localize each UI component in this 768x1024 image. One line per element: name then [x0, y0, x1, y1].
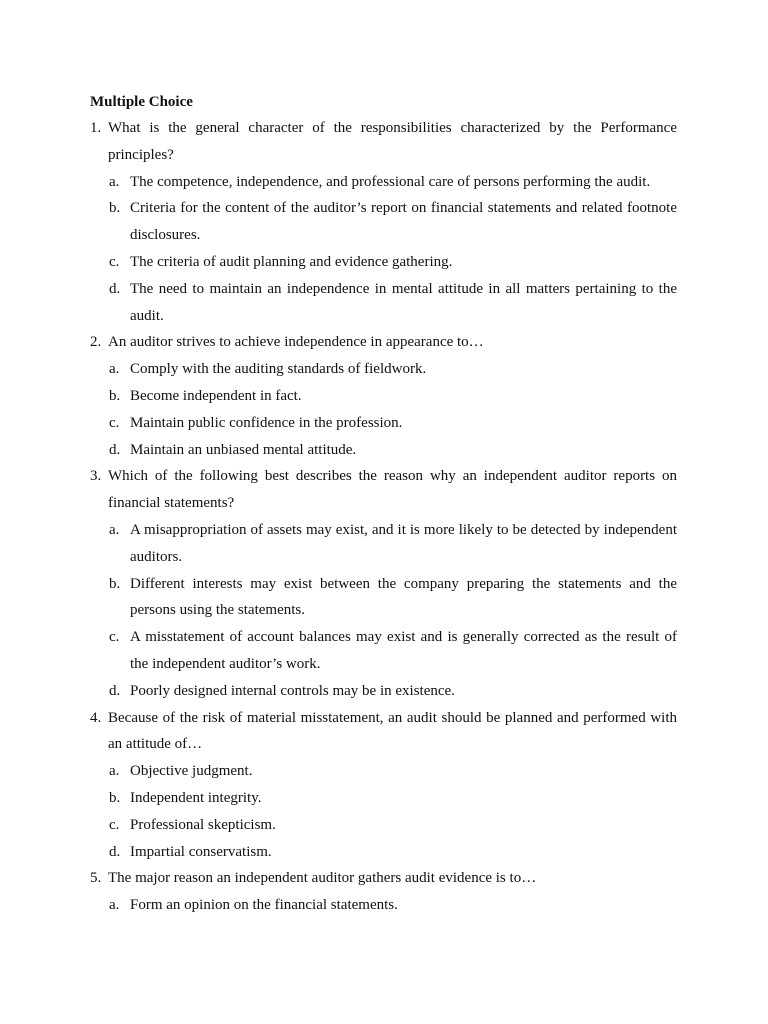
option-text: Comply with the auditing standards of fieldwork.: [130, 361, 427, 378]
option-text: Criteria for the content of the auditor’s report on financial statements and related footnote disclosures.: [130, 200, 677, 244]
question-text: Because of the risk of material misstatement, an audit should be planned and performed with an attitude of…: [108, 709, 677, 753]
question-3: [90, 463, 677, 517]
option-letter: c.: [109, 629, 120, 646]
option-text: Different interests may exist between the company preparing the statements and the persons using the statements.: [130, 575, 677, 619]
question-4-option-b: [90, 785, 677, 812]
question-2: [90, 329, 677, 356]
question-number: 3.: [90, 468, 102, 485]
question-1-option-d: [90, 276, 677, 330]
option-letter: a.: [109, 361, 120, 378]
section-heading: Multiple Choice: [90, 94, 193, 110]
question-2-option-a: [90, 356, 677, 383]
option-text: The criteria of audit planning and evidence gathering.: [130, 253, 453, 270]
option-text: Independent integrity.: [130, 789, 262, 806]
question-3-option-b: [90, 571, 677, 625]
option-letter: a.: [109, 521, 120, 538]
question-1-option-b: [90, 195, 677, 249]
option-text: Objective judgment.: [130, 763, 253, 780]
question-number: 4.: [90, 709, 102, 726]
option-letter: b.: [109, 387, 121, 404]
option-letter: d.: [109, 280, 121, 297]
option-letter: a.: [109, 763, 120, 780]
option-letter: c.: [109, 816, 120, 833]
option-letter: d.: [109, 682, 121, 699]
question-number: 2.: [90, 334, 102, 351]
option-text: Become independent in fact.: [130, 387, 302, 404]
option-letter: d.: [109, 843, 121, 860]
question-text: Which of the following best describes the reason why an independent auditor reports on financial statements?: [108, 468, 677, 512]
option-text: Poorly designed internal controls may be in existence.: [130, 682, 455, 699]
option-letter: b.: [109, 789, 121, 806]
option-text: Maintain an unbiased mental attitude.: [130, 441, 357, 458]
option-text: A misappropriation of assets may exist, and it is more likely to be detected by independent auditors.: [130, 521, 677, 565]
question-2-option-c: [90, 410, 677, 437]
document-page: [90, 91, 677, 919]
question-4: [90, 705, 677, 759]
option-letter: b.: [109, 575, 121, 592]
question-4-option-d: [90, 839, 677, 866]
question-text: What is the general character of the responsibilities characterized by the Performance principles?: [108, 120, 677, 163]
option-text: Professional skepticism.: [130, 816, 276, 833]
question-4-option-c: [90, 812, 677, 839]
option-letter: b.: [109, 200, 121, 217]
question-5-option-a: [90, 892, 677, 919]
question-3-option-c: [90, 624, 677, 678]
option-letter: c.: [109, 414, 120, 431]
question-3-option-d: [90, 678, 677, 705]
question-text: An auditor strives to achieve independence in appearance to…: [108, 334, 484, 351]
option-text: The competence, independence, and professional care of persons performing the audit.: [130, 173, 651, 190]
option-text: A misstatement of account balances may exist and is generally corrected as the result of the independent auditor’s work.: [130, 629, 677, 672]
question-4-option-a: [90, 758, 677, 785]
question-3-option-a: [90, 517, 677, 571]
question-5: [90, 865, 677, 892]
option-letter: a.: [109, 173, 120, 190]
option-letter: d.: [109, 441, 121, 458]
option-letter: a.: [109, 897, 120, 914]
question-text: The major reason an independent auditor gathers audit evidence is to…: [108, 870, 537, 887]
question-1-option-a: [90, 169, 677, 196]
question-number: 1.: [90, 120, 102, 136]
question-number: 5.: [90, 870, 102, 887]
question-2-option-b: [90, 383, 677, 410]
option-letter: c.: [109, 253, 120, 270]
question-2-option-d: [90, 437, 677, 464]
option-text: Form an opinion on the financial statements.: [130, 897, 398, 914]
option-text: Impartial conservatism.: [130, 843, 272, 860]
option-text: The need to maintain an independence in mental attitude in all matters pertaining to the audit.: [130, 280, 677, 324]
question-1-option-c: [90, 249, 677, 276]
option-text: Maintain public confidence in the profession.: [130, 414, 403, 431]
question-1: [90, 115, 677, 169]
